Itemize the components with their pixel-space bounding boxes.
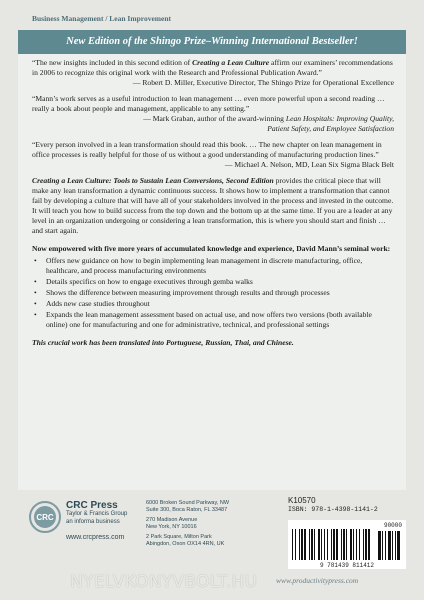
attribution-lead: — Mark Graban, author of the award-winning — [143, 114, 286, 123]
isbn-barcode — [288, 520, 406, 562]
description-body: provides the critical piece that will make any lean transformation a dynamic continuous success. It shows how to implement a transformation that cannot fail by developing a culture that will have all of your stakeholders involved in the process and invested in the outcome. It will teach you how to build success from the top down and the bottom up at the same time. If you are a leader at any level in an organization undergoing or considering a lean transformation, this is where you should start and finish … and start again. — [32, 176, 394, 235]
barcode-bar — [327, 529, 328, 560]
quote-text — [32, 58, 394, 78]
website-link: www.productivitypress.com — [276, 576, 359, 585]
barcode-bar — [324, 529, 325, 560]
barcode-bar — [350, 529, 352, 560]
barcode-bar — [309, 529, 310, 560]
barcode-bar — [388, 531, 391, 560]
publisher-addresses — [146, 500, 256, 552]
address-line: Suite 300, Boca Raton, FL 33487 — [146, 506, 228, 513]
quote-attribution-line2 — [32, 124, 394, 134]
isbn-label — [288, 506, 406, 513]
barcode-bar — [395, 531, 396, 560]
list-item: • Details specifics on how to engage executives through gemba walks — [32, 277, 394, 287]
barcode-bar — [365, 529, 367, 560]
quote-text: “Every person involved in a lean transformation should read this book. … The new chapter on lean management in office processes is really helpful for those of us without a good understanding of manufacturing production lines.” — [32, 140, 382, 159]
barcode-bar — [301, 529, 303, 560]
barcode-bar — [299, 529, 300, 560]
translation-note: This crucial work has been translated into Portuguese, Russian, Thai, and Chinese. — [32, 338, 294, 347]
crc-logo-icon — [28, 500, 62, 534]
back-cover-text — [32, 58, 394, 348]
quote-book-title: Creating a Lean Culture — [192, 58, 270, 67]
barcode-bar — [382, 531, 383, 560]
barcode-bar — [311, 529, 313, 560]
barcode-digits: 9 781439 811412 — [288, 562, 406, 569]
quote-attribution: — Michael A. Nelson, MD, Lean Six Sigma Black Belt — [224, 160, 394, 169]
barcode-bar — [336, 529, 338, 560]
quote-miller — [32, 58, 394, 88]
quote-text-part: “The new insights included in this second edition of — [32, 58, 193, 67]
barcode-bar — [295, 529, 296, 560]
barcode-bar — [385, 531, 386, 560]
logo-text: CRC — [36, 513, 54, 522]
address-line: 270 Madison Avenue — [146, 517, 198, 524]
address-line: Abingdon, Oxon OX14 4RN, UK — [146, 540, 225, 547]
isbn-text: ISBN: 978-1-4398-1141-2 — [288, 506, 378, 513]
barcode-bar — [392, 531, 393, 560]
barcode-bar — [314, 529, 315, 560]
seminal-heading: Now empowered with five more years of accumulated knowledge and experience, David Mann’s seminal work: — [32, 244, 391, 253]
quote-attribution: — Robert D. Miller, Executive Director, The Shingo Prize for Operational Excellence — [132, 78, 394, 87]
quote-graban — [32, 94, 394, 134]
quote-nelson — [32, 140, 394, 170]
barcode-bar — [356, 529, 357, 560]
address-line: New York, NY 10016 — [146, 523, 197, 530]
quote-text-part: affirm our examiners’ recommendations in 2006 to recognize this original work with the Research and Professional Publication Award.” — [32, 58, 393, 77]
list-item: • Adds new case studies throughout — [32, 299, 394, 309]
edition-banner: New Edition of the Shingo Prize–Winning International Bestseller! — [18, 30, 406, 54]
barcode-bar — [331, 529, 332, 560]
publisher-brand — [66, 500, 127, 541]
barcode-bar — [368, 529, 370, 560]
address-new-york — [146, 517, 256, 530]
book-title: Creating a Lean Culture: Tools to Sustain Lean Conversions, Second Edition — [32, 176, 274, 185]
barcode-bar — [292, 529, 293, 560]
barcode-bar — [341, 529, 342, 560]
publisher-url: www.crcpress.com — [66, 534, 125, 541]
barcode-bar — [318, 529, 320, 560]
address-boca-raton — [146, 500, 256, 513]
attribution-book: Patient Safety, and Employee Satisfaction — [267, 124, 394, 133]
watermark: NYELVKONYVBOLT.HU — [70, 572, 258, 592]
list-item: • Shows the difference between measuring improvement through results and through processes — [32, 288, 394, 298]
quote-text: “Mann’s work serves as a useful introduction to lean management … even more powerful upon a second reading … really a book about people and management, applicable to any setting.” — [32, 94, 385, 113]
barcode-bar — [346, 529, 347, 560]
publisher-group: Taylor & Francis Group — [66, 511, 128, 517]
barcode-bar — [397, 531, 400, 560]
catalog-number: K10570 — [288, 496, 316, 505]
attribution-book: Lean Hospitals: Improving Quality, — [285, 114, 394, 123]
barcode-bar — [333, 529, 335, 560]
list-item: • Expands the lean management assessment based on actual use, and now offers two versions (both available online) one for manufacturing and one for administrative, technical, and professional settings — [32, 310, 394, 330]
barcode-bar — [353, 529, 354, 560]
feature-list — [32, 256, 394, 330]
publisher-parent: an informa business — [66, 518, 120, 525]
barcode-bar — [304, 529, 306, 560]
barcode-bar — [343, 529, 345, 560]
address-line: 2 Park Square, Milton Park — [146, 534, 212, 541]
barcode-icon — [288, 520, 406, 562]
barcode-bar — [378, 531, 381, 560]
price-code: 90000 — [383, 522, 402, 529]
address-line: 6000 Broken Sound Parkway, NW — [146, 500, 230, 506]
category-label: Business Management / Lean Improvement — [32, 14, 172, 23]
barcode-bar — [363, 529, 364, 560]
list-item: • Offers new guidance on how to begin implementing lean management in discrete manufacturing, office, healthcare, and process manufacturing environments — [32, 256, 394, 276]
barcode-bar — [321, 529, 322, 560]
address-abingdon — [146, 534, 256, 547]
book-description — [32, 176, 394, 236]
barcode-bar — [359, 529, 360, 560]
quote-attribution — [32, 114, 394, 124]
publisher-name: CRC Press — [66, 500, 118, 511]
